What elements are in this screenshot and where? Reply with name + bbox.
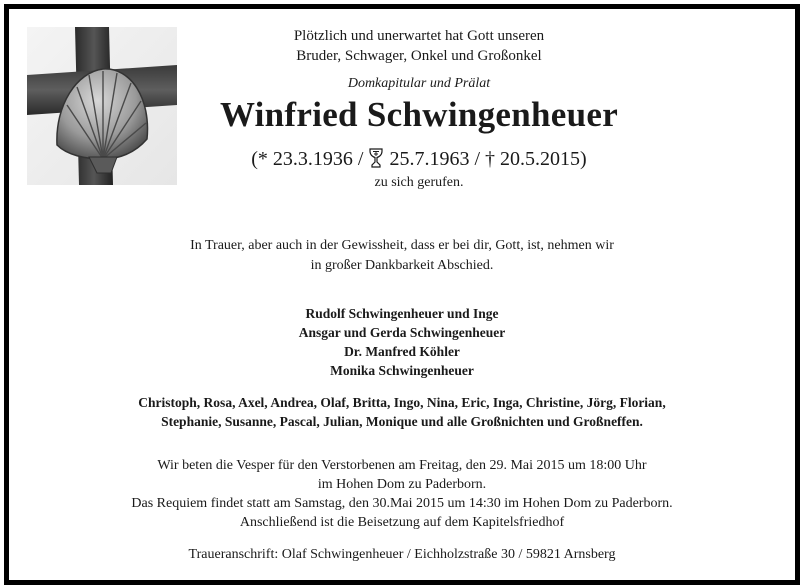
family-main-3: Dr. Manfred Köhler bbox=[344, 344, 460, 359]
service-line-3: Das Requiem findet statt am Samstag, den 30.Mai 2015 um 14:30 im Hohen Dom zu Paderborn. bbox=[131, 496, 673, 511]
called-home-line: zu sich gerufen. bbox=[374, 175, 464, 190]
family-main-2: Ansgar und Gerda Schwingenheuer bbox=[298, 325, 506, 340]
service-line-1: Wir beten die Vesper für den Verstorbenen am Freitag, den 29. Mai 2015 um 18:00 Uhr bbox=[157, 458, 647, 473]
ordination-date: 25.7.1963 / bbox=[389, 148, 481, 170]
deceased-name: Winfried Schwingenheuer bbox=[219, 95, 619, 134]
birth-date: (* 23.3.1936 / bbox=[251, 148, 364, 170]
obituary-frame bbox=[4, 4, 800, 585]
mourning-line-2: in großer Dankbarkeit Abschied. bbox=[310, 258, 494, 273]
intro-line-2: Bruder, Schwager, Onkel und Großonkel bbox=[296, 48, 542, 64]
service-line-2: im Hohen Dom zu Paderborn. bbox=[317, 477, 487, 492]
death-date: † 20.5.2015) bbox=[485, 148, 587, 170]
family-extended-2: Stephanie, Susanne, Pascal, Julian, Monique und alle Großnichten und Großneffen. bbox=[161, 414, 643, 429]
mourning-line-1: In Trauer, aber auch in der Gewissheit, dass er bei dir, Gott, ist, nehmen wir bbox=[190, 238, 614, 253]
intro-line-1: Plötzlich und unerwartet hat Gott unseren bbox=[293, 28, 545, 44]
title-role: Domkapitular und Prälat bbox=[347, 76, 491, 91]
family-extended-1: Christoph, Rosa, Axel, Andrea, Olaf, Britta, Ingo, Nina, Eric, Inga, Christine, Jörg, Florian, bbox=[138, 395, 666, 410]
chalice-icon bbox=[368, 148, 384, 168]
family-main-1: Rudolf Schwingenheuer und Inge bbox=[305, 306, 499, 321]
family-main-4: Monika Schwingenheuer bbox=[330, 363, 474, 378]
life-dates bbox=[149, 147, 689, 171]
service-line-4: Anschließend ist die Beisetzung auf dem Kapitelsfriedhof bbox=[239, 515, 565, 530]
mourning-address: Traueranschrift: Olaf Schwingenheuer / Eichholzstraße 30 / 59821 Arnsberg bbox=[188, 547, 616, 562]
